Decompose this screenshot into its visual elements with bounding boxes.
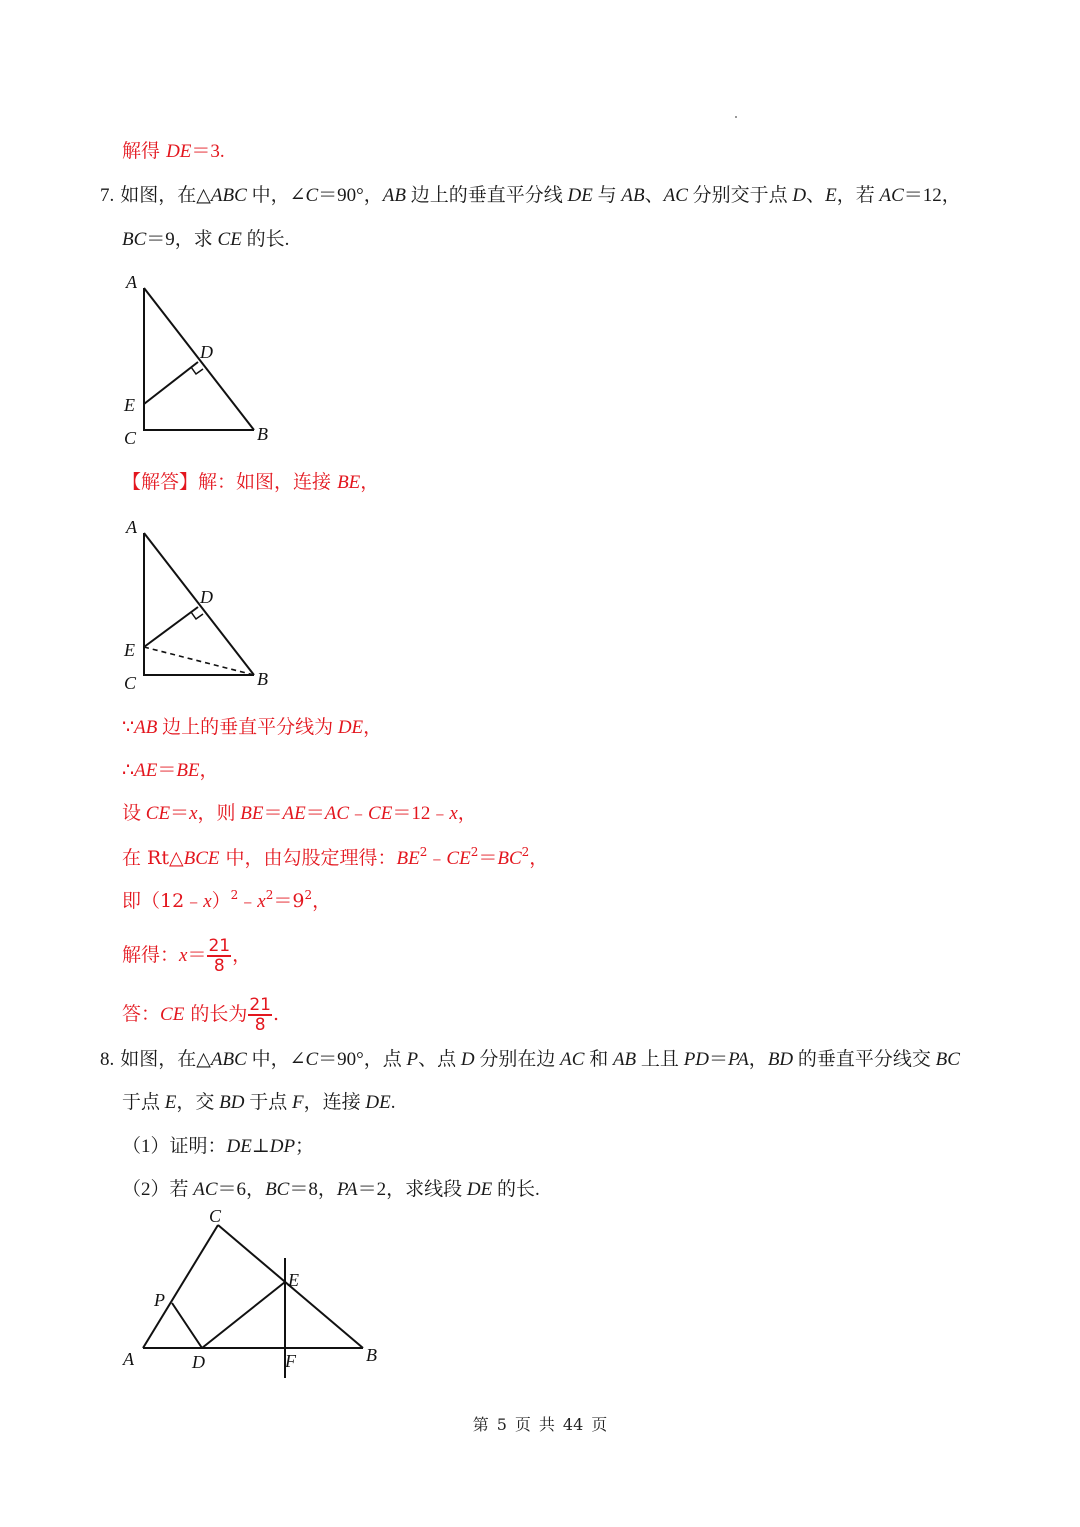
text-run: ＝ (709, 1049, 729, 1070)
math-var: x (189, 803, 198, 824)
segment-de (144, 607, 198, 647)
q8-line-2 (122, 1089, 395, 1116)
var: x (203, 891, 212, 912)
label-c: C (209, 1208, 222, 1226)
dashed-segment-be (144, 647, 254, 675)
label-a: A (123, 1349, 134, 1369)
question-number: 8. (100, 1049, 115, 1070)
text-run: ＝ (263, 803, 283, 824)
label-c: C (124, 673, 137, 693)
math-var: AC (560, 1049, 585, 1070)
text: 在 Rt△ (122, 847, 184, 869)
text-run: ＝ (305, 803, 325, 824)
math-var: AC (663, 185, 688, 206)
text-run: （1）证明： (122, 1136, 227, 1157)
text-run: ﹣ (349, 803, 369, 824)
fraction (248, 996, 272, 1034)
text-run: 分别在边 (474, 1049, 561, 1070)
text-run: ＝2，求线段 (357, 1179, 467, 1200)
var: BE (337, 472, 361, 493)
math-var: DE (365, 1092, 391, 1113)
math-var: BC (265, 1179, 290, 1200)
math-var: CE (217, 229, 242, 250)
text-run: 与 (592, 185, 622, 206)
text-run: 的长. (492, 1179, 540, 1200)
text-run: ，交 (176, 1092, 220, 1113)
exponent: 2 (230, 888, 239, 902)
text-run: 上且 (636, 1049, 684, 1070)
q7-step-4 (122, 845, 548, 872)
q7-step-2 (122, 757, 219, 784)
text: ， (529, 847, 549, 869)
text-run: 的垂直平分线交 (793, 1049, 936, 1070)
var: BE (396, 848, 420, 869)
text: 页 (514, 1415, 531, 1434)
label-e: E (124, 640, 135, 660)
math-var: D (792, 185, 807, 206)
math-var: BC (122, 229, 147, 250)
math-var: DE (466, 1179, 493, 1200)
text-run: 边上的垂直平分线为 (157, 717, 338, 738)
text-run: 中，∠ (246, 185, 306, 206)
numerator: 21 (249, 995, 271, 1015)
text: 解：如图，连接 (198, 471, 338, 493)
q7-answer-intro (122, 469, 379, 496)
q7-step-3 (122, 800, 477, 827)
label-d: D (200, 342, 213, 362)
text: 共 (538, 1415, 555, 1434)
text-run: 分别交于点 (687, 185, 793, 206)
segment-pd (172, 1303, 202, 1348)
text: ＝ (478, 847, 498, 869)
var: DE (166, 141, 192, 162)
label-e: E (288, 1270, 299, 1290)
math-var: DE (567, 185, 593, 206)
math-var: F (291, 1092, 304, 1113)
text-run: ＝90°， (318, 185, 383, 206)
text-run: . (390, 1092, 396, 1113)
label-b: B (257, 669, 268, 689)
q7-line-2 (122, 226, 289, 253)
label-a: A (126, 272, 137, 292)
text-run: ， (199, 760, 219, 781)
text: 解得： (122, 944, 180, 966)
text: ﹣ (238, 890, 258, 912)
text: ＝9 (273, 890, 305, 912)
label-d: D (192, 1352, 205, 1372)
step-text (122, 716, 382, 738)
math-var: AB (134, 717, 158, 738)
text-run: 边上的垂直平分线 (406, 185, 568, 206)
text-run: 和 (584, 1049, 613, 1070)
right-angle-mark (191, 612, 203, 619)
question-number: 7. (100, 185, 115, 206)
text: 的长为 (184, 1003, 248, 1025)
text: ﹣ (427, 847, 447, 869)
label-b: B (366, 1345, 377, 1365)
label-e: E (124, 395, 135, 415)
segment-de (202, 1282, 285, 1348)
text: . (272, 1003, 280, 1025)
math-var: CE (145, 803, 171, 824)
exponent: 2 (265, 888, 274, 902)
math-var: BE (176, 760, 200, 781)
math-var: AE (134, 760, 158, 781)
text-run: 如图，在△ (120, 1049, 211, 1070)
math-var: P (406, 1049, 419, 1070)
text-run: ， (748, 1049, 768, 1070)
text-run: ＝9，求 (146, 229, 218, 250)
text: ， (312, 890, 332, 912)
q7-line-1 (100, 182, 961, 209)
text-run: ，则 (197, 803, 241, 824)
text: ） (211, 890, 231, 912)
text-run: 设 (122, 803, 146, 824)
text-run: ⊥ (251, 1136, 270, 1157)
var: x (179, 945, 188, 966)
math-var: BD (219, 1092, 245, 1113)
q7-answer-figure (118, 513, 288, 698)
text-run: ＝90°，点 (318, 1049, 407, 1070)
text-run: 于点 (244, 1092, 292, 1113)
math-var: BC (935, 1049, 960, 1070)
answer-heading: 【解答】 (122, 471, 199, 493)
math-var: CE (368, 803, 393, 824)
text-run: 的长. (241, 229, 290, 250)
math-var: AB (612, 1049, 637, 1070)
var: CE (446, 848, 471, 869)
math-var: AB (382, 185, 406, 206)
label-c: C (124, 428, 137, 448)
q8-line-1 (100, 1046, 960, 1073)
math-var: ABC (210, 1049, 247, 1070)
q8-text-1 (120, 1048, 960, 1070)
q8-text-2 (122, 1091, 395, 1113)
math-var: D (460, 1049, 475, 1070)
text-run: ＝12， (903, 185, 961, 206)
text-run: ， (457, 803, 477, 824)
exponent: 2 (304, 888, 313, 902)
step-text (122, 759, 219, 781)
math-var: AB (621, 185, 645, 206)
page-number: 5 (496, 1415, 507, 1434)
math-var: BE (240, 803, 264, 824)
text: ， (360, 471, 380, 493)
text-run: ，若 (836, 185, 880, 206)
total-pages: 44 (562, 1415, 584, 1434)
text: 中，由勾股定理得： (219, 847, 397, 869)
text-run: 、 (806, 185, 826, 206)
math-var: PD (683, 1049, 710, 1070)
math-var: AC (879, 185, 904, 206)
denominator: 8 (254, 1015, 266, 1035)
exponent: 2 (419, 845, 428, 859)
text-run: 中，∠ (246, 1049, 306, 1070)
q7-step-5 (122, 888, 331, 915)
text: 即（12﹣ (122, 890, 204, 912)
text-run: ＝ (170, 803, 190, 824)
q7-step-7 (122, 996, 279, 1034)
text-run: ＝6， (217, 1179, 266, 1200)
right-angle-mark (191, 367, 203, 374)
text: ＝ (187, 944, 207, 966)
var: BCE (183, 848, 220, 869)
q7-figure (118, 268, 288, 453)
text-run: 、 (644, 185, 664, 206)
q8-part-2 (122, 1176, 540, 1203)
text-run: 、点 (418, 1049, 461, 1070)
q7-text-2 (122, 228, 289, 250)
text-run: 于点 (122, 1092, 165, 1113)
part-text (122, 1135, 314, 1157)
text-run: ＝ (157, 760, 177, 781)
var: CE (160, 1004, 185, 1025)
exponent: 2 (470, 845, 479, 859)
text: ， (232, 944, 252, 966)
step-text (122, 802, 477, 824)
scan-speck (735, 116, 737, 118)
math-var: E (825, 185, 837, 206)
label-b: B (257, 424, 268, 444)
text-run: ，连接 (303, 1092, 366, 1113)
math-var: AC (324, 803, 350, 824)
side-ac (143, 1225, 218, 1348)
label-p: P (154, 1290, 165, 1310)
text-run: ， (363, 717, 383, 738)
var: BC (497, 848, 522, 869)
exponent: 2 (521, 845, 530, 859)
math-var: PA (728, 1049, 749, 1070)
math-var: BD (767, 1049, 794, 1070)
text-run: 如图，在△ (120, 185, 211, 206)
text-run: ＝8， (289, 1179, 337, 1200)
text-run: ； (295, 1136, 315, 1157)
hypotenuse-ab (144, 288, 254, 430)
text-run: ∵ (122, 717, 135, 738)
math-var: x (449, 803, 458, 824)
fraction (207, 937, 231, 975)
math-var: AC (193, 1179, 218, 1200)
var: x (257, 891, 266, 912)
text: 页 (591, 1415, 608, 1434)
denominator: 8 (213, 956, 225, 976)
label-f: F (285, 1351, 296, 1371)
math-var: AE (282, 803, 306, 824)
q8-part-1 (122, 1133, 314, 1160)
text-run: ∴ (122, 760, 135, 781)
q8-figure (118, 1208, 388, 1383)
part-text (122, 1178, 540, 1200)
page-footer (0, 1412, 1080, 1435)
text: ＝3. (191, 141, 225, 162)
math-var: C (305, 1049, 319, 1070)
text: 答： (122, 1003, 161, 1025)
math-var: DE (226, 1136, 252, 1157)
text-run: ＝12﹣ (392, 803, 450, 824)
prev-answer-line (122, 138, 225, 165)
label-a: A (126, 517, 137, 537)
text: 解得 (122, 140, 161, 162)
math-var: DE (337, 717, 364, 738)
q7-text-1 (120, 184, 961, 206)
math-var: ABC (210, 185, 247, 206)
math-var: C (305, 185, 319, 206)
text-run: （2）若 (122, 1179, 194, 1200)
hypotenuse-ab (144, 533, 254, 675)
label-d: D (200, 587, 213, 607)
q7-step-6 (122, 937, 251, 975)
math-var: PA (336, 1179, 358, 1200)
numerator: 21 (208, 936, 231, 956)
q7-step-1 (122, 714, 382, 741)
text: 第 (472, 1415, 489, 1434)
segment-de (144, 362, 198, 404)
math-var: E (164, 1092, 177, 1113)
math-var: DP (269, 1136, 296, 1157)
